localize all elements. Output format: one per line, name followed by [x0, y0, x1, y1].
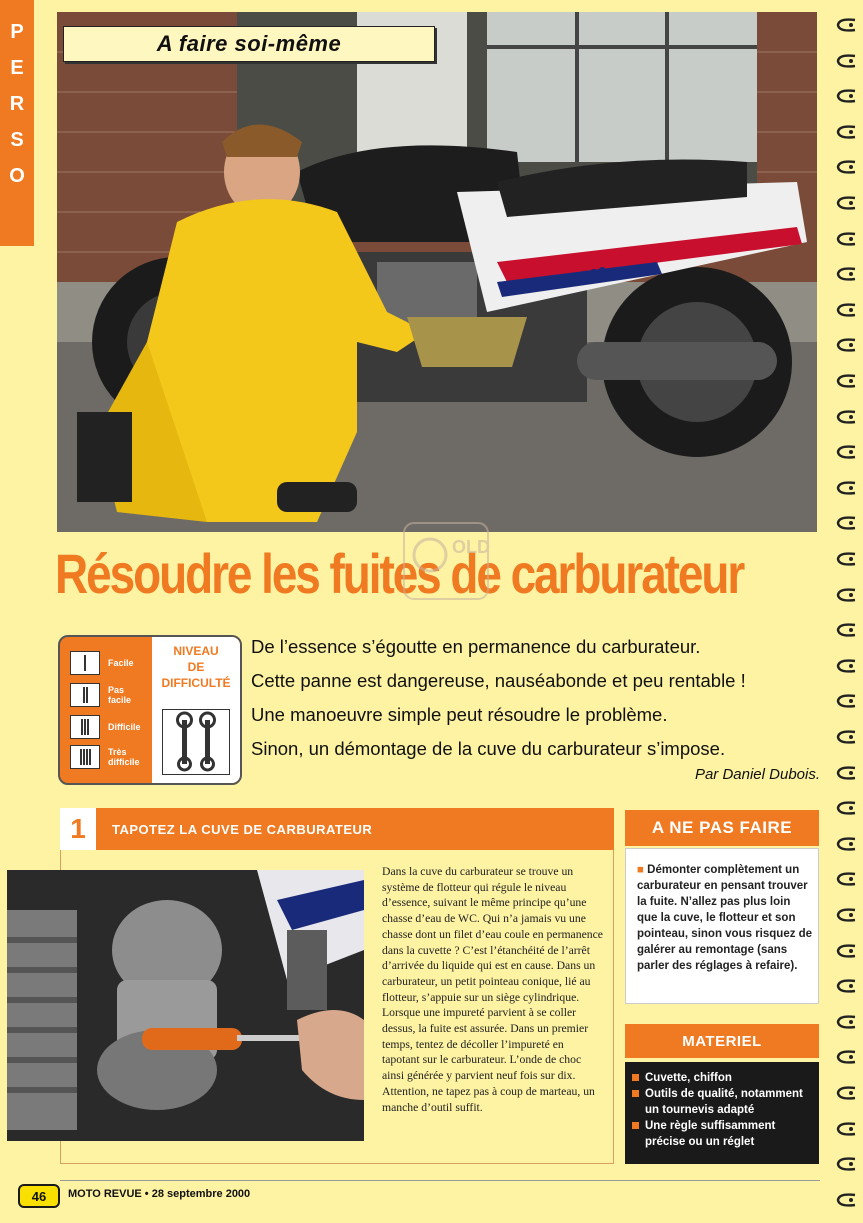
binding-ring-icon — [835, 196, 857, 210]
section-tab — [0, 0, 34, 246]
spiral-binding — [829, 0, 863, 1223]
binding-ring-icon — [835, 160, 857, 174]
binding-ring-icon — [835, 908, 857, 922]
binding-ring-icon — [835, 1157, 857, 1171]
binding-ring-icon — [835, 659, 857, 673]
step-body: Dans la cuve du carburateur se trouve un système de flotteur qui régule le niveau d’essence, suivant le même principe qu’une chasse d’eau de WC. Qui n’a jamais vu une chasse dont un filet d’eau coule en permanence dans la cuvette ? C’est l’étanchéité de l’arrêt d’arrivée du liquide qui est en cause. Dans un carburateur, un petit pointeau conique, lié au flotteur, s’appuie sur un siège cylindrique. Lorsque une impureté parvient à se coller dessus, la fuite est assurée. Dans un premier temps, tentez de décoller l’impureté en tapotant sur le carburateur. L’onde de choc ainsi générée y parvient neuf fois sur dix. Attention, ne tapez pas à coup de marteau, un manche d’outil suffit. — [382, 865, 603, 1114]
watermark-text: OLD — [452, 537, 490, 557]
wrench-icon — [178, 713, 192, 770]
binding-ring-icon — [835, 1050, 857, 1064]
section-tab-letter: O — [9, 165, 25, 187]
binding-ring-icon — [835, 232, 857, 246]
binding-ring-icon — [835, 1193, 857, 1207]
bullet-icon: ■ — [637, 864, 648, 876]
binding-ring-icon — [835, 1122, 857, 1136]
binding-ring-icon — [835, 18, 857, 32]
step-number: 1 — [60, 808, 100, 850]
difficulty-level-label: Très difficile — [108, 747, 140, 767]
footer-publication: MOTO REVUE • 28 septembre 2000 — [68, 1188, 251, 1200]
binding-ring-icon — [835, 374, 857, 388]
difficulty-level-label: Pas facile — [108, 685, 132, 705]
binding-ring-icon — [835, 303, 857, 317]
bullet-icon — [632, 1122, 639, 1129]
article-headline: Résoudre les fuites de carburateur — [55, 542, 744, 605]
binding-ring-icon — [835, 1015, 857, 1029]
section-tab-letter: S — [10, 129, 24, 151]
materiel-item-text: Outils de qualité, notamment un tournevis adapté — [645, 1088, 803, 1116]
materiel-list — [632, 1070, 816, 1150]
binding-ring-icon — [835, 588, 857, 602]
binding-ring-icon — [835, 872, 857, 886]
difficulty-rating — [152, 637, 240, 783]
section-kicker — [63, 26, 435, 62]
binding-ring-icon — [835, 125, 857, 139]
binding-ring-icon — [835, 54, 857, 68]
bullet-icon — [632, 1074, 639, 1081]
difficulty-level — [70, 745, 142, 769]
binding-ring-icon — [835, 516, 857, 530]
binding-ring-icon — [835, 944, 857, 958]
difficulty-level-label: Difficile — [108, 722, 141, 732]
bike-badge: XJ600 — [559, 264, 609, 291]
difficulty-level — [70, 683, 142, 707]
difficulty-title-line: NIVEAU — [173, 644, 219, 658]
binding-ring-icon — [835, 1086, 857, 1100]
materiel-item-text: Une règle suffisamment précise ou un réglet — [645, 1120, 776, 1148]
binding-ring-icon — [835, 445, 857, 459]
difficulty-title-line: DE — [187, 660, 205, 674]
intro-line: Sinon, un démontage de la cuve du carburateur s’impose. — [251, 738, 726, 759]
materiel-item — [632, 1070, 816, 1086]
binding-ring-icon — [835, 694, 857, 708]
binding-ring-icon — [835, 766, 857, 780]
materiel-item — [632, 1118, 816, 1150]
step-photo — [7, 870, 364, 1141]
difficulty-level-label: Facile — [108, 658, 134, 668]
binding-ring-icon — [835, 623, 857, 637]
difficulty-levels — [60, 637, 152, 783]
page-number: 46 — [18, 1184, 60, 1208]
warning-title: A NE PAS FAIRE — [625, 810, 819, 846]
byline: Par Daniel Dubois. — [694, 766, 820, 783]
intro-line: Cette panne est dangereuse, nauséabonde et peu rentable ! — [251, 670, 746, 691]
wrench-icon — [70, 745, 100, 769]
intro-line: De l’essence s’égoutte en permanence du carburateur. — [251, 636, 701, 657]
binding-ring-icon — [835, 730, 857, 744]
hero-photo — [57, 12, 817, 532]
kicker-text: A faire soi-même — [156, 31, 342, 56]
binding-ring-icon — [835, 552, 857, 566]
article-intro — [251, 630, 811, 766]
wrench-icon — [70, 715, 100, 739]
warning-text-block — [637, 862, 813, 974]
difficulty-level — [70, 715, 141, 739]
binding-ring-icon — [835, 89, 857, 103]
section-tab-letter: R — [9, 93, 25, 115]
wrench-icon — [70, 651, 100, 675]
warning-text: Démonter complètement un carburateur en pensant trouver la fuite. N’allez pas plus loin que la cuve, le flotteur et son pointeau, sinon vous risquez de galérer au remontage (sans parler des réglages à refaire). — [637, 864, 813, 972]
section-tab-letter: E — [10, 57, 24, 79]
difficulty-rating-icons — [162, 709, 230, 775]
difficulty-level — [70, 651, 134, 675]
watermark-logo — [402, 521, 490, 601]
difficulty-title — [152, 643, 240, 691]
binding-ring-icon — [835, 801, 857, 815]
difficulty-box — [58, 635, 242, 785]
materiel-item-text: Cuvette, chiffon — [645, 1072, 732, 1084]
section-tab-letter: P — [10, 21, 24, 43]
materiel-item — [632, 1086, 816, 1118]
binding-ring-icon — [835, 338, 857, 352]
binding-ring-icon — [835, 410, 857, 424]
wrench-icon — [70, 683, 100, 707]
step-title: TAPOTEZ LA CUVE DE CARBURATEUR — [112, 822, 373, 837]
wrench-icon — [201, 713, 215, 770]
binding-ring-icon — [835, 837, 857, 851]
footer-divider — [60, 1180, 820, 1181]
intro-line: Une manoeuvre simple peut résoudre le problème. — [251, 704, 668, 725]
bullet-icon — [632, 1090, 639, 1097]
binding-ring-icon — [835, 979, 857, 993]
binding-ring-icon — [835, 481, 857, 495]
binding-ring-icon — [835, 267, 857, 281]
materiel-title: MATERIEL — [625, 1024, 819, 1058]
difficulty-title-line: DIFFICULTÉ — [161, 676, 231, 690]
